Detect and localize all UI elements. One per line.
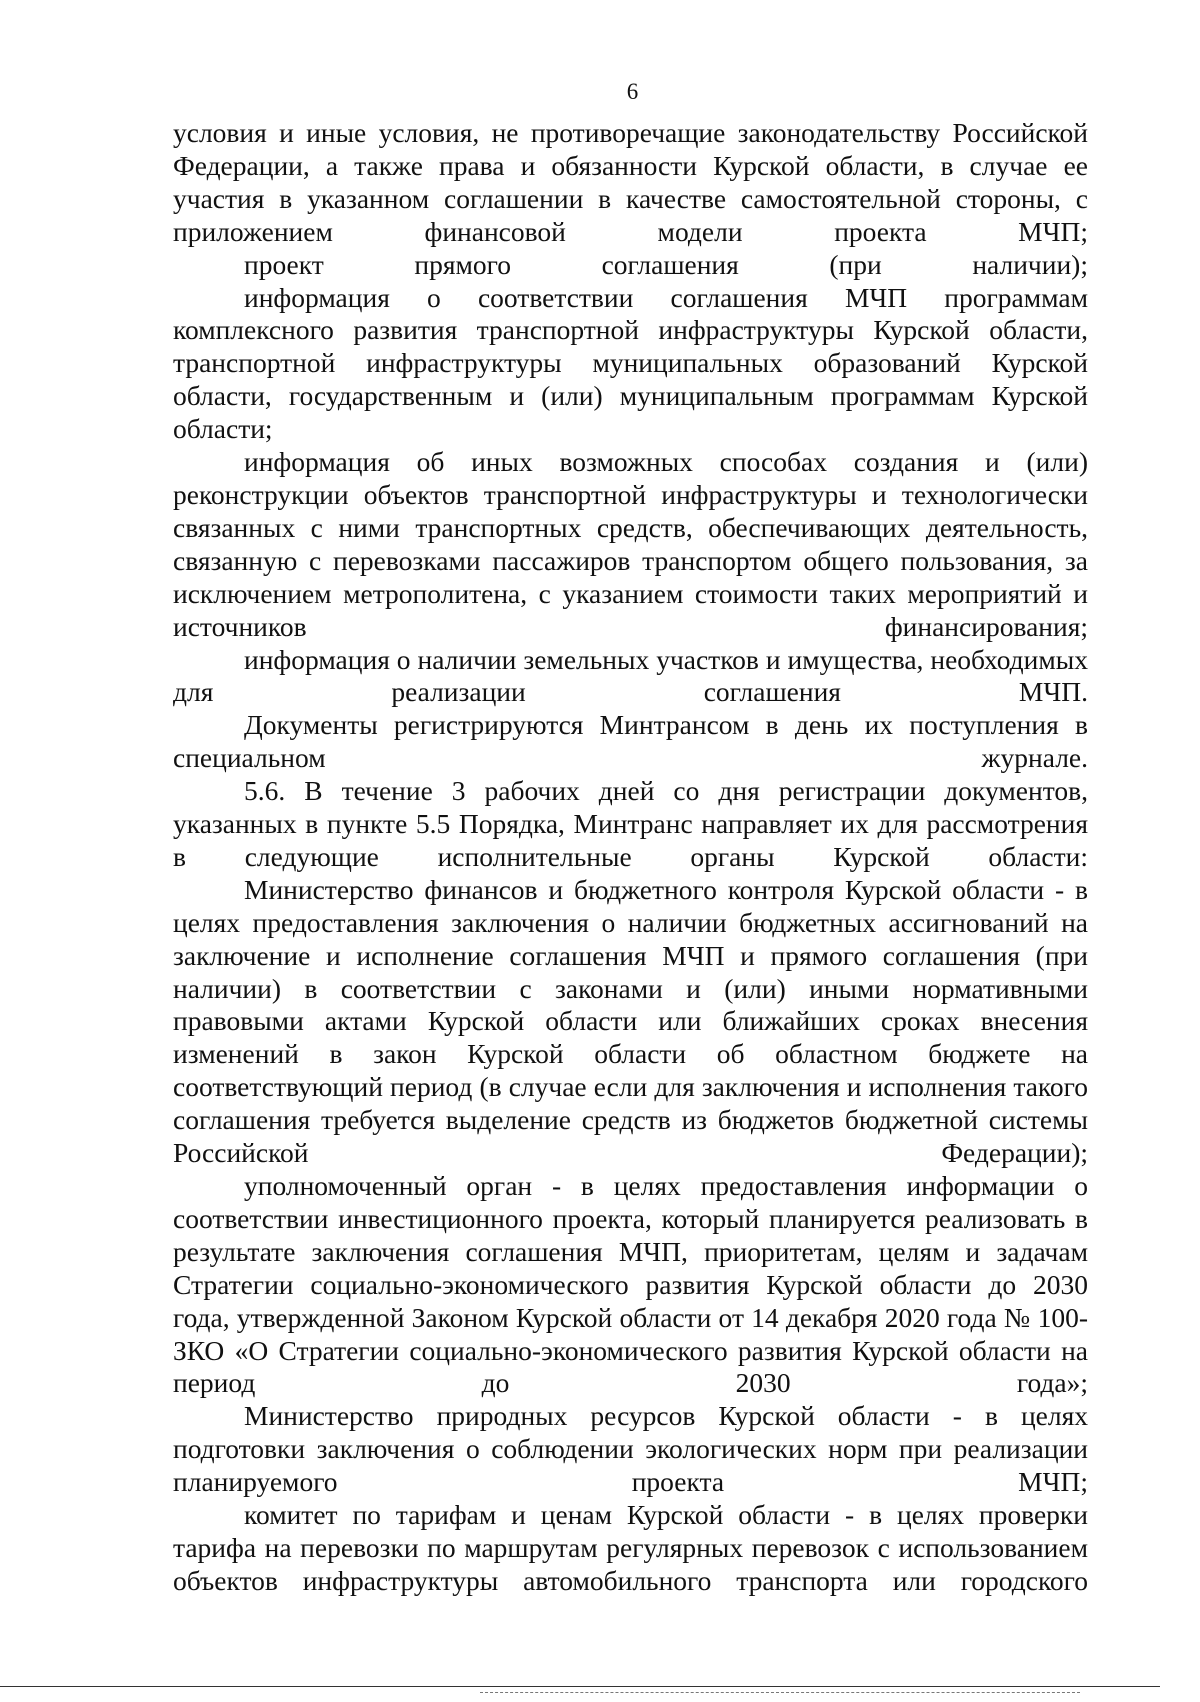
text-line: № 100-ЗКО «О Стратегии социально-экономического развития Курской [173, 1301, 1088, 1366]
text-line: наличии) в соответствии с законами и (или) иными нормативными [173, 972, 1088, 1004]
paragraph-compliance-info [173, 282, 1088, 447]
document-body [173, 117, 1088, 1598]
text-line: года, утвержденной Законом Курской области от 14 декабря 2020 года [173, 1301, 997, 1333]
text-line: информация о соответствии соглашения МЧП программам [244, 281, 1088, 313]
paragraph-registration [173, 709, 1088, 775]
text-line: информация об иных возможных способах создания и (или) [244, 446, 1088, 478]
text-line: необходимых для реализации соглашения МЧП. [173, 643, 1088, 708]
text-line: соответствии инвестиционного проекта, который планируется реализовать в [173, 1202, 1088, 1234]
text-line: системы Российской Федерации); [173, 1104, 1088, 1169]
text-line: специальном журнале. [173, 742, 1088, 774]
text-line: Документы регистрируются Минтрансом в день их поступления в [244, 709, 1088, 741]
text-line: результате заключения соглашения МЧП, приоритетам, целям и задачам [173, 1235, 1088, 1267]
text-line: комплексного развития транспортной инфраструктуры Курской области, [173, 314, 1088, 346]
text-line: в следующие исполнительные органы Курской области: [173, 840, 1088, 872]
text-line: Федерации, а также права и обязанности Курской области, в случае ее [173, 149, 1088, 181]
text-line: проект прямого соглашения (при наличии); [244, 248, 1088, 280]
text-line: Стратегии социально-экономического развития Курской области до 2030 [173, 1268, 1088, 1300]
paragraph-ministry-natural-resources [173, 1400, 1088, 1499]
text-line: участия в указанном соглашении в качестве самостоятельной стороны, с [173, 182, 1088, 214]
text-line: соответствующий период (в случае если для заключения и исполнения [173, 1071, 1007, 1103]
text-line: 5.6. В течение 3 рабочих дней со дня регистрации документов, [244, 775, 1088, 807]
paragraph-land-info [173, 644, 1088, 710]
paragraph-5-6 [173, 775, 1088, 874]
paragraph-ministry-finance [173, 874, 1088, 1170]
text-line: правовыми актами Курской области или ближайших сроках внесения [173, 1005, 1088, 1037]
text-line: подготовки заключения о соблюдении экологических норм при реализации [173, 1433, 1088, 1465]
text-line: транспортной инфраструктуры муниципальных образований Курской [173, 347, 1088, 379]
text-line: изменений в закон Курской области об областном бюджете на [173, 1038, 1088, 1070]
text-line: области на период до 2030 года»; [173, 1334, 1088, 1399]
paragraph-tariff-committee [173, 1499, 1088, 1598]
text-line: Министерство природных ресурсов Курской области - в целях [244, 1400, 1088, 1432]
text-line: указанных в пункте 5.5 Порядка, Минтранс направляет их для рассмотрения [173, 808, 1088, 840]
text-line: области, государственным и (или) муниципальным программам Курской [173, 380, 1088, 412]
text-line: планируемого проекта МЧП; [173, 1466, 1088, 1498]
text-line: комитет по тарифам и ценам Курской области - в целях проверки [244, 1499, 1088, 1531]
paragraph-continuation [173, 117, 1088, 249]
text-line: Министерство финансов и бюджетного контроля Курской области - в [244, 873, 1088, 905]
text-line: приложением финансовой модели проекта МЧП; [173, 215, 1088, 247]
text-line: реконструкции объектов транспортной инфраструктуры и технологически [173, 478, 1088, 510]
text-line: связанную с перевозками пассажиров транспортом общего пользования, за [173, 544, 1088, 576]
text-line: заключение и исполнение соглашения МЧП и прямого соглашения (при [173, 939, 1088, 971]
scan-edge-line [0, 1686, 1160, 1687]
text-line: целях предоставления заключения о наличии бюджетных ассигнований на [173, 906, 1088, 938]
text-line: такого соглашения требуется выделение средств из бюджетов бюджетной [173, 1071, 1088, 1136]
text-line: уполномоченный орган - в целях предоставления информации о [244, 1170, 1088, 1201]
paragraph-direct-agreement [173, 249, 1088, 282]
text-line: связанных с ними транспортных средств, обеспечивающих деятельность, [173, 511, 1088, 543]
paragraph-alternative-methods [173, 446, 1088, 643]
text-line: информация о наличии земельных участков и имущества, [244, 643, 924, 675]
text-line: условия и иные условия, не противоречащие законодательству Российской [173, 117, 1088, 148]
text-line: тарифа на перевозки по маршрутам регулярных перевозок с использованием [173, 1531, 1088, 1563]
text-line: источников финансирования; [173, 610, 1088, 642]
paragraph-authorized-body [173, 1170, 1088, 1400]
scan-edge-line-dashed [480, 1692, 1080, 1693]
page-number: 6 [626, 79, 639, 104]
text-line: области; [173, 413, 273, 445]
text-line: исключением метрополитена, с указанием стоимости таких мероприятий и [173, 577, 1088, 609]
text-line: объектов инфраструктуры автомобильного транспорта или городского [173, 1564, 1088, 1596]
